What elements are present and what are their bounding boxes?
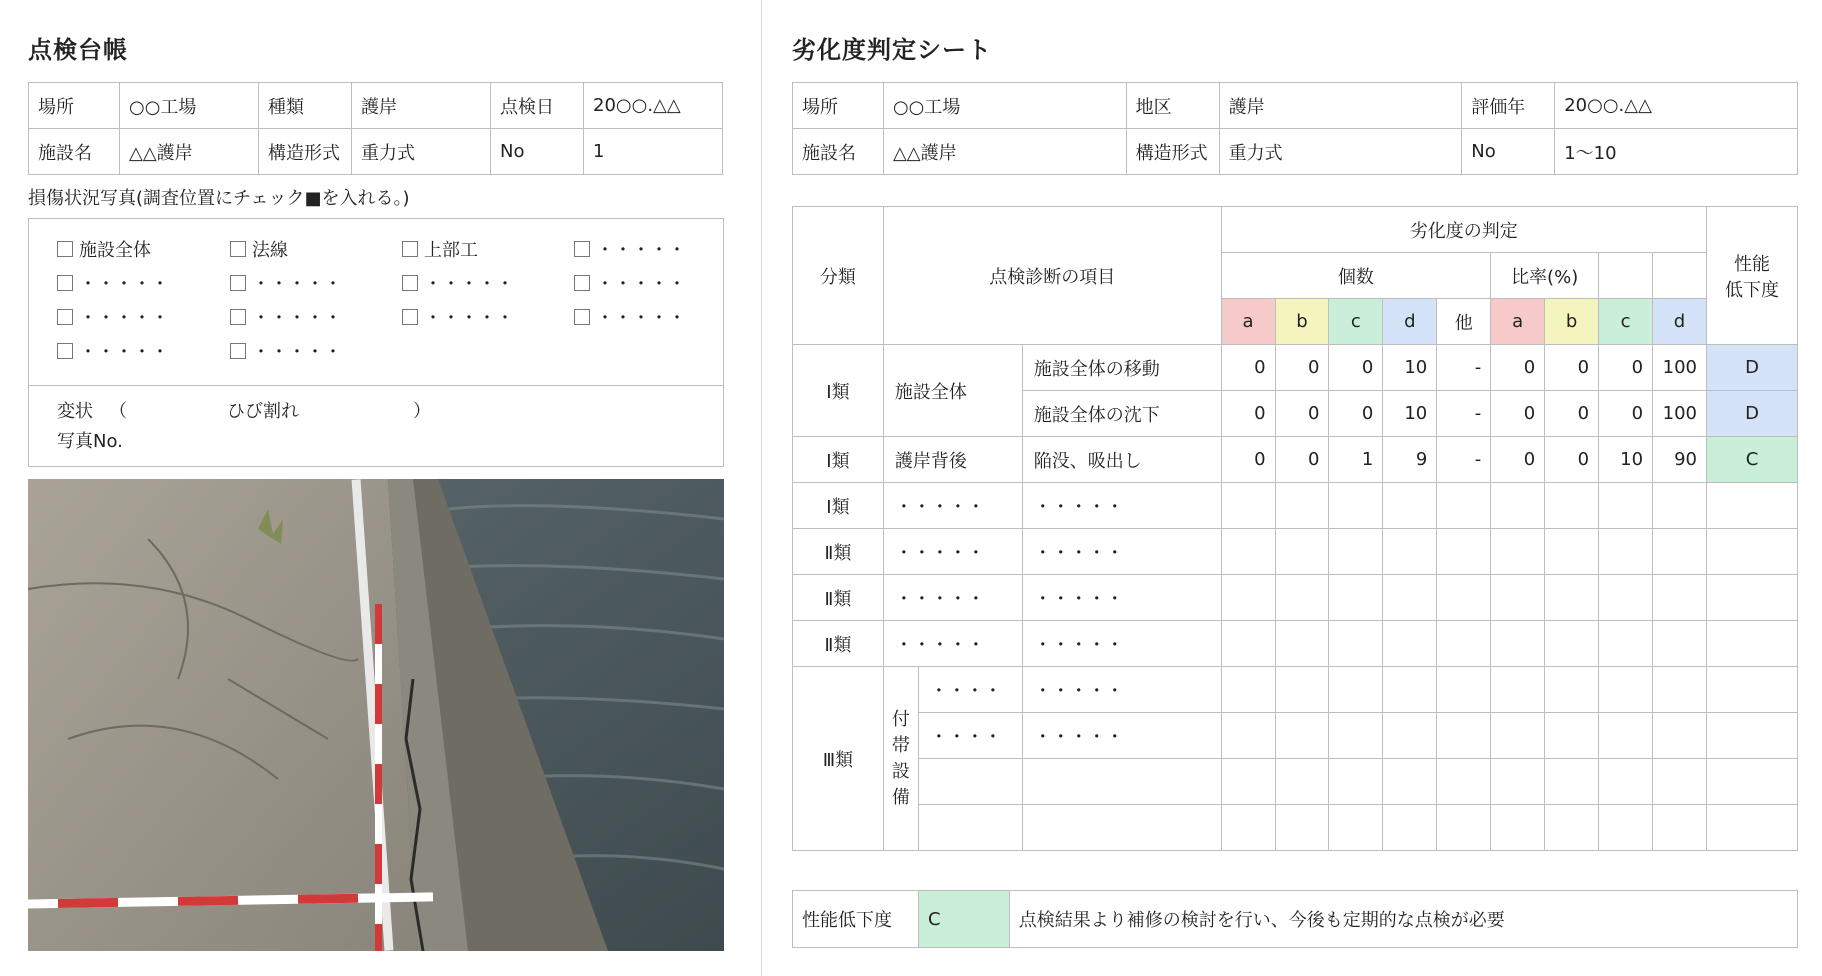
judge-row-class3 bbox=[793, 713, 1798, 759]
row-class: Ⅲ類 bbox=[793, 667, 884, 851]
row-value bbox=[1653, 529, 1707, 575]
row-item: ・・・・・ bbox=[1022, 621, 1221, 667]
fuzoku-char: 帯 bbox=[891, 734, 910, 756]
row-value bbox=[1491, 529, 1545, 575]
checkbox-label: ・・・・・ bbox=[79, 342, 169, 363]
ledger-no-label: No bbox=[491, 129, 584, 175]
ledger-facility-value: △△護岸 bbox=[120, 129, 259, 175]
row-value bbox=[1599, 483, 1653, 529]
row-value bbox=[1329, 805, 1383, 851]
judge-row bbox=[793, 345, 1798, 391]
row-value bbox=[1437, 483, 1491, 529]
judge-row bbox=[793, 529, 1798, 575]
row-value bbox=[1599, 575, 1653, 621]
row-value: - bbox=[1437, 345, 1491, 391]
checkbox-label: 上部工 bbox=[424, 240, 478, 261]
row-group: 護岸背後 bbox=[883, 437, 1022, 483]
row-value bbox=[1545, 805, 1599, 851]
row-value bbox=[1329, 759, 1383, 805]
row-value bbox=[1437, 575, 1491, 621]
judge-row bbox=[793, 483, 1798, 529]
row-value bbox=[1221, 529, 1275, 575]
checkbox-square-icon[interactable] bbox=[574, 275, 590, 291]
sheet-district-value: 護岸 bbox=[1219, 83, 1462, 129]
location-checkbox-area bbox=[28, 218, 724, 467]
ledger-structure-label: 構造形式 bbox=[259, 129, 352, 175]
checkbox-separator bbox=[29, 385, 723, 386]
checkbox-square-icon[interactable] bbox=[230, 241, 246, 257]
fuzoku-char: 付 bbox=[891, 708, 910, 730]
summary-text: 点検結果より補修の検討を行い、今後も定期的な点検が必要 bbox=[1009, 891, 1797, 948]
row-value: 10 bbox=[1599, 437, 1653, 483]
ledger-facility-label: 施設名 bbox=[29, 129, 120, 175]
row-value: 0 bbox=[1491, 391, 1545, 437]
col-judge: 劣化度の判定 bbox=[1221, 207, 1706, 253]
summary-row bbox=[793, 891, 1798, 948]
row-value bbox=[1545, 667, 1599, 713]
grade-letter-header: a bbox=[1221, 299, 1275, 345]
sheet-no-value: 1〜10 bbox=[1555, 129, 1798, 175]
row-value bbox=[1221, 805, 1275, 851]
col-bunrui: 分類 bbox=[793, 207, 884, 345]
ledger-date-value: 20○○.△△ bbox=[584, 83, 723, 129]
checkbox-label: 法線 bbox=[252, 240, 288, 261]
row-value: 9 bbox=[1383, 437, 1437, 483]
row-value: 0 bbox=[1599, 391, 1653, 437]
row-value bbox=[1275, 759, 1329, 805]
ledger-type-label: 種類 bbox=[259, 83, 352, 129]
row-value bbox=[1653, 667, 1707, 713]
checkbox-square-icon[interactable] bbox=[402, 309, 418, 325]
location-checkbox[interactable] bbox=[402, 237, 574, 261]
row-performance bbox=[1707, 483, 1798, 529]
grade-letter-header: b bbox=[1275, 299, 1329, 345]
row-group bbox=[918, 759, 1022, 805]
row-group: ・・・・・ bbox=[883, 483, 1022, 529]
row-value bbox=[1275, 575, 1329, 621]
row-value: 0 bbox=[1545, 437, 1599, 483]
row-value bbox=[1545, 621, 1599, 667]
summary-label: 性能低下度 bbox=[793, 891, 919, 948]
fuzoku-char: 設 bbox=[891, 760, 910, 782]
panel-divider bbox=[761, 0, 762, 976]
row-group: ・・・・・ bbox=[883, 621, 1022, 667]
row-group: ・・・・・ bbox=[883, 529, 1022, 575]
row-item: ・・・・・ bbox=[1022, 713, 1221, 759]
checkbox-square-icon[interactable] bbox=[574, 309, 590, 325]
sheet-title: 劣化度判定シート bbox=[792, 36, 992, 64]
row-value bbox=[1383, 713, 1437, 759]
checkbox-square-icon[interactable] bbox=[230, 309, 246, 325]
row-value bbox=[1599, 759, 1653, 805]
ledger-no-value: 1 bbox=[584, 129, 723, 175]
deterioration-judgement-table bbox=[792, 206, 1798, 851]
sheet-facility-label: 施設名 bbox=[793, 129, 884, 175]
defect-info bbox=[57, 397, 431, 457]
location-checkbox[interactable] bbox=[230, 237, 402, 261]
summary-table bbox=[792, 890, 1798, 948]
row-value: 10 bbox=[1383, 391, 1437, 437]
row-value: 0 bbox=[1491, 345, 1545, 391]
row-value bbox=[1491, 759, 1545, 805]
row-value bbox=[1545, 529, 1599, 575]
sheet-district-label: 地区 bbox=[1126, 83, 1219, 129]
ledger-title: 点検台帳 bbox=[28, 36, 128, 64]
ledger-date-label: 点検日 bbox=[491, 83, 584, 129]
row-value bbox=[1221, 759, 1275, 805]
row-value bbox=[1221, 667, 1275, 713]
defect-row bbox=[57, 397, 431, 427]
grade-letter-header: 他 bbox=[1437, 299, 1491, 345]
row-value bbox=[1221, 621, 1275, 667]
row-group bbox=[918, 805, 1022, 851]
judge-header-row-1 bbox=[793, 207, 1798, 253]
defect-paren-open: （ bbox=[109, 401, 127, 422]
row-value bbox=[1383, 575, 1437, 621]
row-group: ・・・・ bbox=[918, 713, 1022, 759]
checkbox-label: ・・・・・ bbox=[596, 274, 686, 295]
row-item: ・・・・・ bbox=[1022, 529, 1221, 575]
row-group: ・・・・・ bbox=[883, 575, 1022, 621]
location-checkbox[interactable] bbox=[230, 271, 402, 295]
ledger-header-row-1 bbox=[29, 83, 723, 129]
col-ratio-blank-d bbox=[1653, 253, 1707, 299]
checkbox-label: ・・・・・ bbox=[252, 274, 342, 295]
row-performance bbox=[1707, 759, 1798, 805]
row-value: 0 bbox=[1275, 391, 1329, 437]
grade-letter-header: c bbox=[1329, 299, 1383, 345]
checkbox-label: 施設全体 bbox=[79, 240, 151, 261]
row-value: 0 bbox=[1329, 391, 1383, 437]
row-value bbox=[1491, 667, 1545, 713]
checkbox-label: ・・・・・ bbox=[79, 308, 169, 329]
photo-caption: 損傷状況写真(調査位置にチェック■を入れる。) bbox=[28, 188, 410, 209]
row-value bbox=[1653, 713, 1707, 759]
row-value bbox=[1275, 667, 1329, 713]
row-value: 0 bbox=[1275, 437, 1329, 483]
row-value bbox=[1437, 667, 1491, 713]
row-performance bbox=[1707, 667, 1798, 713]
row-value bbox=[1329, 667, 1383, 713]
row-value bbox=[1653, 805, 1707, 851]
row-class: Ⅰ類 bbox=[793, 483, 884, 529]
defect-value[interactable]: ひび割れ bbox=[227, 401, 299, 422]
sheet-location-value: ○○工場 bbox=[883, 83, 1126, 129]
defect-paren-close: ） bbox=[413, 401, 431, 422]
ledger-header-row-2 bbox=[29, 129, 723, 175]
location-checkbox[interactable] bbox=[402, 271, 574, 295]
row-value: - bbox=[1437, 437, 1491, 483]
row-value bbox=[1491, 483, 1545, 529]
row-value bbox=[1329, 483, 1383, 529]
row-value bbox=[1329, 529, 1383, 575]
sheet-header-row-2 bbox=[793, 129, 1798, 175]
location-checkbox[interactable] bbox=[57, 339, 230, 363]
row-value bbox=[1329, 713, 1383, 759]
col-performance-line1: 性能 bbox=[1734, 253, 1770, 275]
row-value bbox=[1599, 529, 1653, 575]
ledger-header-table bbox=[28, 82, 723, 175]
row-performance bbox=[1707, 805, 1798, 851]
row-value: 10 bbox=[1383, 345, 1437, 391]
judge-row bbox=[793, 575, 1798, 621]
row-value: 0 bbox=[1545, 345, 1599, 391]
row-value bbox=[1599, 667, 1653, 713]
row-value bbox=[1491, 575, 1545, 621]
row-value bbox=[1437, 621, 1491, 667]
row-value bbox=[1275, 805, 1329, 851]
sheet-year-label: 評価年 bbox=[1462, 83, 1555, 129]
row-class: Ⅰ類 bbox=[793, 437, 884, 483]
row-value bbox=[1491, 805, 1545, 851]
row-value bbox=[1599, 805, 1653, 851]
row-performance: C bbox=[1707, 437, 1798, 483]
grade-letter-header: b bbox=[1545, 299, 1599, 345]
row-performance bbox=[1707, 713, 1798, 759]
sheet-no-label: No bbox=[1462, 129, 1555, 175]
row-value bbox=[1275, 713, 1329, 759]
checkbox-label: ・・・・・ bbox=[252, 308, 342, 329]
row-value: 0 bbox=[1329, 345, 1383, 391]
sheet-structure-value: 重力式 bbox=[1219, 129, 1462, 175]
grade-letter-header: c bbox=[1599, 299, 1653, 345]
row-item: ・・・・・ bbox=[1022, 667, 1221, 713]
row-item: 陥没、吸出し bbox=[1022, 437, 1221, 483]
ledger-structure-value: 重力式 bbox=[352, 129, 491, 175]
sheet-header-table bbox=[792, 82, 1798, 175]
row-class: Ⅱ類 bbox=[793, 621, 884, 667]
row-value bbox=[1383, 805, 1437, 851]
row-value bbox=[1329, 575, 1383, 621]
row-item: 施設全体の移動 bbox=[1022, 345, 1221, 391]
judge-row bbox=[793, 437, 1798, 483]
checkbox-square-icon[interactable] bbox=[402, 241, 418, 257]
row-value bbox=[1383, 529, 1437, 575]
judge-row-class3 bbox=[793, 759, 1798, 805]
row-value bbox=[1653, 575, 1707, 621]
checkbox-grid bbox=[57, 237, 694, 363]
photo-no-label: 写真No. bbox=[57, 431, 123, 452]
row-value bbox=[1383, 667, 1437, 713]
checkbox-label: ・・・・・ bbox=[424, 308, 514, 329]
checkbox-label: ・・・・・ bbox=[596, 240, 686, 261]
row-value: 0 bbox=[1599, 345, 1653, 391]
row-value bbox=[1545, 483, 1599, 529]
row-value: 0 bbox=[1545, 391, 1599, 437]
row-value bbox=[1329, 621, 1383, 667]
ledger-location-value: ○○工場 bbox=[120, 83, 259, 129]
row-value bbox=[1221, 713, 1275, 759]
row-value: - bbox=[1437, 391, 1491, 437]
row-value bbox=[1653, 621, 1707, 667]
row-value bbox=[1437, 759, 1491, 805]
checkbox-square-icon[interactable] bbox=[230, 275, 246, 291]
ledger-location-label: 場所 bbox=[29, 83, 120, 129]
checkbox-square-icon[interactable] bbox=[574, 241, 590, 257]
checkbox-label: ・・・・・ bbox=[252, 342, 342, 363]
grade-letter-header: d bbox=[1383, 299, 1437, 345]
judge-row-class3 bbox=[793, 667, 1798, 713]
row-value: 90 bbox=[1653, 437, 1707, 483]
row-value bbox=[1221, 575, 1275, 621]
row-value bbox=[1653, 759, 1707, 805]
row-value bbox=[1437, 805, 1491, 851]
row-class: Ⅱ類 bbox=[793, 575, 884, 621]
row-value bbox=[1437, 713, 1491, 759]
checkbox-label: ・・・・・ bbox=[596, 308, 686, 329]
row-value bbox=[1383, 759, 1437, 805]
sheet-facility-value: △△護岸 bbox=[883, 129, 1126, 175]
damage-photo bbox=[28, 479, 724, 951]
row-item bbox=[1022, 759, 1221, 805]
row-performance bbox=[1707, 621, 1798, 667]
row-group: ・・・・ bbox=[918, 667, 1022, 713]
row-value: 0 bbox=[1491, 437, 1545, 483]
row-item bbox=[1022, 805, 1221, 851]
row-value bbox=[1491, 621, 1545, 667]
checkbox-square-icon[interactable] bbox=[57, 343, 73, 359]
row-value bbox=[1599, 621, 1653, 667]
row-item: ・・・・・ bbox=[1022, 483, 1221, 529]
sheet-location-label: 場所 bbox=[793, 83, 884, 129]
row-value bbox=[1383, 621, 1437, 667]
fuzoku-setsubi-label bbox=[883, 667, 918, 851]
checkbox-square-icon[interactable] bbox=[402, 275, 418, 291]
row-class: Ⅱ類 bbox=[793, 529, 884, 575]
sheet-header-row-1 bbox=[793, 83, 1798, 129]
sheet-structure-label: 構造形式 bbox=[1126, 129, 1219, 175]
row-value bbox=[1545, 759, 1599, 805]
checkbox-square-icon[interactable] bbox=[230, 343, 246, 359]
row-value bbox=[1545, 575, 1599, 621]
row-value bbox=[1599, 713, 1653, 759]
location-checkbox[interactable] bbox=[57, 271, 230, 295]
row-value: 0 bbox=[1221, 391, 1275, 437]
location-checkbox[interactable] bbox=[230, 305, 402, 329]
row-item: ・・・・・ bbox=[1022, 575, 1221, 621]
row-class: Ⅰ類 bbox=[793, 345, 884, 437]
row-performance: D bbox=[1707, 391, 1798, 437]
checkbox-square-icon[interactable] bbox=[57, 241, 73, 257]
checkbox-label: ・・・・・ bbox=[79, 274, 169, 295]
row-value bbox=[1491, 713, 1545, 759]
location-checkbox[interactable] bbox=[57, 305, 230, 329]
location-checkbox[interactable] bbox=[574, 305, 694, 329]
row-performance bbox=[1707, 575, 1798, 621]
summary-grade: C bbox=[918, 891, 1009, 948]
checkbox-square-icon[interactable] bbox=[57, 275, 73, 291]
row-value bbox=[1383, 483, 1437, 529]
row-group: 施設全体 bbox=[883, 345, 1022, 437]
row-performance: D bbox=[1707, 345, 1798, 391]
col-item: 点検診断の項目 bbox=[883, 207, 1221, 345]
grade-letter-header: d bbox=[1653, 299, 1707, 345]
judge-row-class3 bbox=[793, 805, 1798, 851]
row-value bbox=[1545, 713, 1599, 759]
row-value: 0 bbox=[1275, 345, 1329, 391]
ledger-type-value: 護岸 bbox=[352, 83, 491, 129]
col-performance bbox=[1707, 207, 1798, 345]
location-checkbox[interactable] bbox=[230, 339, 402, 363]
sheet-year-value: 20○○.△△ bbox=[1555, 83, 1798, 129]
row-value: 0 bbox=[1221, 437, 1275, 483]
location-checkbox[interactable] bbox=[574, 271, 694, 295]
col-ratio-blank-c bbox=[1599, 253, 1653, 299]
row-value bbox=[1275, 529, 1329, 575]
row-value: 0 bbox=[1221, 345, 1275, 391]
judge-row bbox=[793, 621, 1798, 667]
row-value bbox=[1653, 483, 1707, 529]
col-count: 個数 bbox=[1221, 253, 1491, 299]
checkbox-square-icon[interactable] bbox=[57, 309, 73, 325]
row-item: 施設全体の沈下 bbox=[1022, 391, 1221, 437]
row-value: 1 bbox=[1329, 437, 1383, 483]
checkbox-label: ・・・・・ bbox=[424, 274, 514, 295]
row-value bbox=[1275, 621, 1329, 667]
location-checkbox[interactable] bbox=[402, 305, 574, 329]
grade-letter-header: a bbox=[1491, 299, 1545, 345]
location-checkbox[interactable] bbox=[574, 237, 694, 261]
row-value bbox=[1437, 529, 1491, 575]
col-ratio: 比率(%) bbox=[1491, 253, 1599, 299]
row-value bbox=[1221, 483, 1275, 529]
row-value: 100 bbox=[1653, 391, 1707, 437]
fuzoku-char: 備 bbox=[891, 786, 910, 808]
defect-label: 変状 bbox=[57, 401, 93, 422]
row-value bbox=[1275, 483, 1329, 529]
row-value: 100 bbox=[1653, 345, 1707, 391]
row-performance bbox=[1707, 529, 1798, 575]
location-checkbox[interactable] bbox=[57, 237, 230, 261]
col-performance-line2: 低下度 bbox=[1725, 279, 1779, 301]
